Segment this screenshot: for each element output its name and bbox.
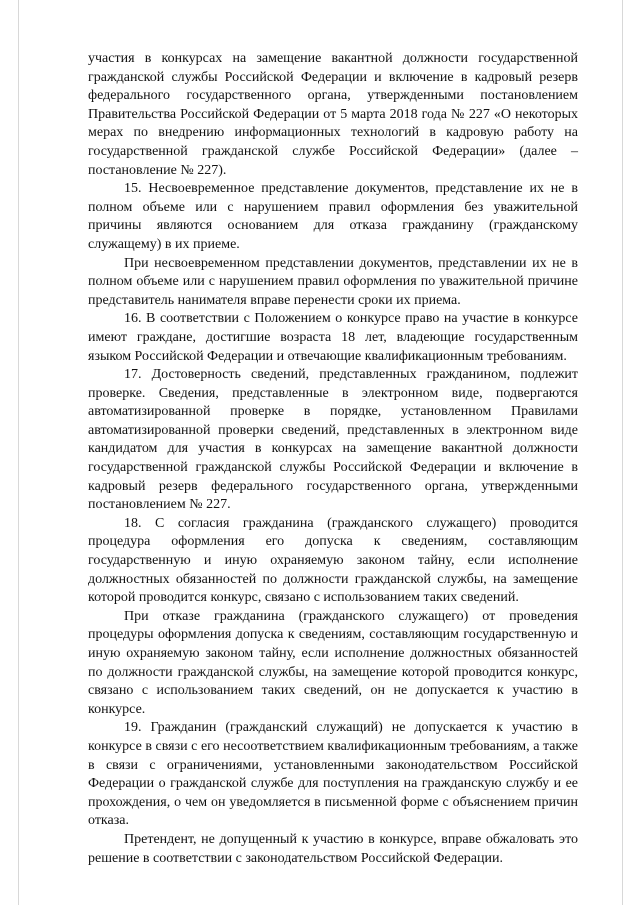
paragraph-item-17: 17. Достоверность сведений, представленных гражданином, подлежит проверке. Сведения, представленные в электронном виде, подвергаются автоматизированной проверке в порядке, установленном Правилами автоматизированной проверки сведений, представленных в электронном виде кандидатом для участия в конкурсах на замещение вакантной должности государственной гражданской службы Российской Федерации и включение в кадровый резерв федерального государственного органа, утвержденными постановлением № 227. xyxy=(88,367,578,513)
paragraph-item-15: 15. Несвоевременное представление документов, представление их не в полном объеме или с нарушением правил оформления без уважительной причины являются основанием для отказа гражданину (гражданскому служащему) в их приеме. xyxy=(88,181,578,252)
paragraph-item-15-cont: При несвоевременном представлении документов, представлении их не в полном объеме или с нарушением правил оформления по уважительной причине представитель нанимателя вправе перенести сроки их приема. xyxy=(88,255,578,308)
paragraph-item-19: 19. Гражданин (гражданский служащий) не допускается к участию в конкурсе в связи с его несоответствием квалификационным требованиям, а также в связи с ограничениями, установленными законодательством Российской Федерации о гражданской службе для поступления на гражданскую службу и ее прохождения, о чем он уведомляется в письменной форме с объяснением причин отказа. xyxy=(88,720,578,829)
scan-edge-right xyxy=(622,0,623,905)
paragraph-item-19-cont: Претендент, не допущенный к участию в конкурсе, вправе обжаловать это решение в соответствии с законодательством Российской Федерации. xyxy=(88,831,578,866)
paragraph-continuation: участия в конкурсах на замещение вакантной должности государственной гражданской службы Российской Федерации и включение в кадровый резерв федерального государственного органа, утвержденными постановлением Правительства Российской Федерации от 5 марта 2018 года № 227 «О некоторых мерах по внедрению информационных технологий в кадровую работу на государственной гражданской службе Российской Федерации» (далее – постановление № 227). xyxy=(88,51,578,178)
document-page xyxy=(88,50,578,868)
scan-edge-left xyxy=(18,0,19,905)
paragraph-item-16: 16. В соответствии с Положением о конкурсе право на участие в конкурсе имеют граждане, достигшие возраста 18 лет, владеющие государственным языком Российской Федерации и отвечающие квалификационным требованиям. xyxy=(88,311,578,364)
paragraph-item-18: 18. С согласия гражданина (гражданского служащего) проводится процедура оформления его допуска к сведениям, составляющим государственную и иную охраняемую законом тайну, если исполнение должностных обязанностей по должности гражданской службы, на замещение которой проводится конкурс, связано с использованием таких сведений. xyxy=(88,515,578,606)
paragraph-item-18-cont: При отказе гражданина (гражданского служащего) от проведения процедуры оформления допуска к сведениям, составляющим государственную и иную охраняемую законом тайну, если исполнение должностных обязанностей по должности гражданской службы, на замещение которой проводится конкурс, связано с использованием таких сведений, он не допускается к участию в конкурсе. xyxy=(88,608,578,717)
